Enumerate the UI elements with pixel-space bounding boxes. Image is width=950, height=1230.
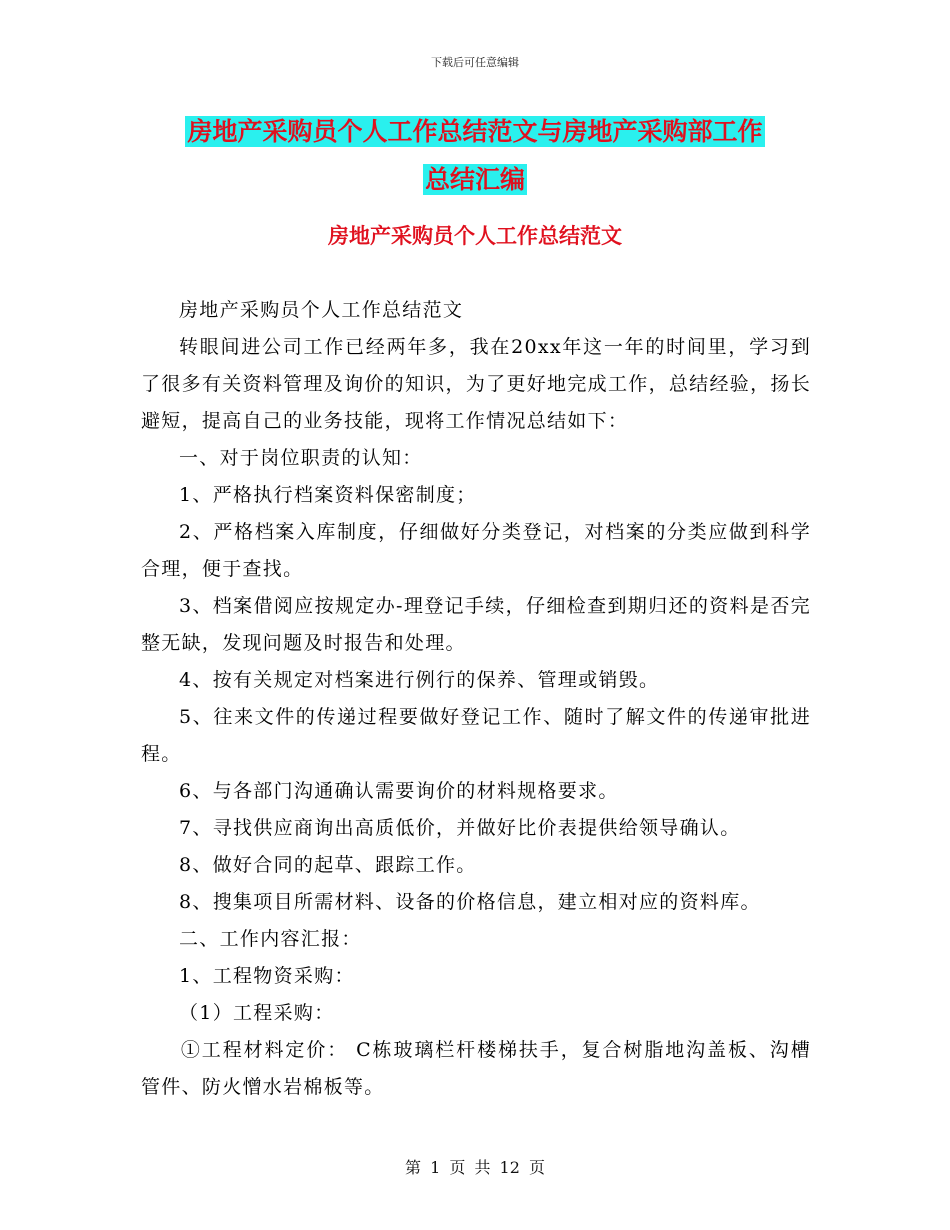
- paragraph: 转眼间进公司工作已经两年多，我在20xx年这一年的时间里，学习到了很多有关资料管理及询价的知识，为了更好地完成工作，总结经验，扬长避短，提高自己的业务技能，现将工作情况总结如下：: [141, 336, 811, 432]
- page-number-footer: 第 1 页 共 12 页: [405, 1158, 545, 1177]
- paragraph: 1、严格执行档案资料保密制度；: [179, 484, 477, 506]
- document-title-line2: 总结汇编: [424, 165, 525, 194]
- header-note: 下载后可任意编辑: [431, 56, 519, 69]
- document-title-line1: 房地产采购员个人工作总结范文与房地产采购部工作: [187, 117, 763, 146]
- paragraph: 4、按有关规定对档案进行例行的保养、管理或销毁。: [179, 669, 660, 691]
- document-title: [0, 108, 950, 204]
- paragraph: 8、做好合同的起草、跟踪工作。: [179, 854, 477, 876]
- paragraph: ①工程材料定价： C栋玻璃栏杆楼梯扶手，复合树脂地沟盖板、沟槽管件、防火憎水岩棉板等。: [141, 1039, 811, 1098]
- paragraph: 6、与各部门沟通确认需要询价的材料规格要求。: [179, 780, 619, 802]
- paragraph: 2、严格档案入库制度，仔细做好分类登记，对档案的分类应做到科学合理，便于查找。: [141, 521, 811, 580]
- paragraph: 一、对于岗位职责的认知：: [179, 447, 423, 469]
- paragraph: 5、往来文件的传递过程要做好登记工作、随时了解文件的传递审批进程。: [141, 706, 811, 765]
- paragraph: 8、搜集项目所需材料、设备的价格信息，建立相对应的资料库。: [179, 891, 761, 913]
- body-text: [141, 292, 811, 1106]
- paragraph: 3、档案借阅应按规定办-理登记手续，仔细检查到期归还的资料是否完整无缺，发现问题及时报告和处理。: [141, 595, 811, 654]
- paragraph: 7、寻找供应商询出高质低价，并做好比价表提供给领导确认。: [179, 817, 741, 839]
- paragraph: 1、工程物资采购：: [179, 965, 355, 987]
- section-title: 房地产采购员个人工作总结范文: [328, 224, 622, 248]
- paragraph: 房地产采购员个人工作总结范文: [179, 299, 464, 321]
- paragraph: 二、工作内容汇报：: [179, 928, 362, 950]
- paragraph: （1）工程采购：: [179, 1002, 335, 1024]
